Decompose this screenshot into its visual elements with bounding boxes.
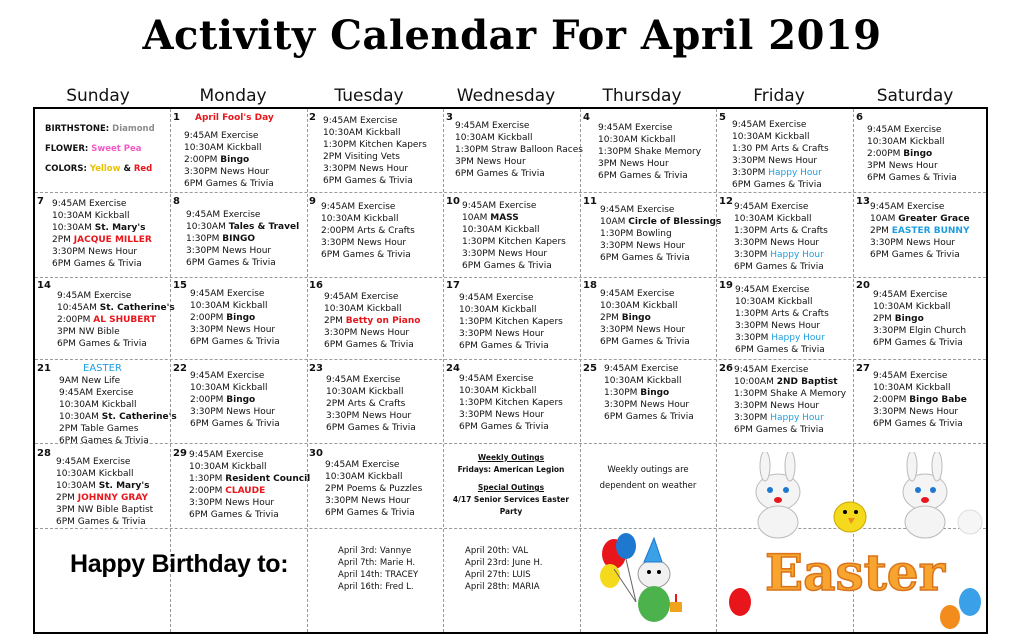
day-header-monday: Monday [199,86,267,106]
event-line: 6PM Games & Trivia [324,340,414,350]
event-line: 3:30PM News Hour [52,247,138,257]
event-line: 9:45AM Exercise [732,120,807,130]
event-line: 10:30AM Kickball [59,400,137,410]
event-line: 3:30PM News Hour [184,167,270,177]
event-line: 9AM New Life [59,376,121,386]
event-bold: Bingo Babe [909,395,967,405]
event-bold: Tales & Travel [228,222,300,232]
event-time: 10:30AM [52,223,95,233]
event-line: 3:30PM News Hour [735,321,821,331]
event-line: 10:30AM Kickball [604,376,682,386]
day-number: 27 [856,363,870,374]
birthstone-label: BIRTHSTONE: [45,124,110,134]
event-line: 9:45AM Exercise [735,285,810,295]
birthday-entry: April 23rd: June H. [465,558,543,568]
birthstone-value: Diamond [112,124,155,134]
event-line: 6PM Games & Trivia [735,345,825,355]
day-number: 8 [173,196,180,207]
day-number: 5 [719,112,726,123]
event-time: 10:30AM [59,412,102,422]
event-time: 10:00AM [734,377,777,387]
event-bold: Resident Council [225,474,311,484]
flower-value: Sweet Pea [91,144,142,154]
event-line: 9:45AM Exercise [455,121,530,131]
event-line: 3:30PM News Hour [323,164,409,174]
event-line: 9:45AM Exercise [462,201,537,211]
event-highlight: CLAUDE [225,486,266,496]
birthday-entry: April 3rd: Vannye [338,546,412,556]
event-line: 9:45AM Exercise [600,205,675,215]
event-line: 6PM Games & Trivia [600,337,690,347]
event-line: 9:45AM Exercise [873,371,948,381]
event-line: 6PM Games & Trivia [184,179,274,189]
event-highlight: JOHNNY GRAY [77,493,148,503]
colors-label: COLORS: [45,164,87,174]
day-number: 19 [719,280,733,291]
event-line: 6PM Games & Trivia [326,423,416,433]
event-time: 2PM [600,313,622,323]
event-line: 10:30AM Kickball [52,211,130,221]
birthday-entry: April 20th: VAL [465,546,529,556]
event-bold: St. Catherine's [99,303,175,313]
event-highlight: AL SHUBERT [93,315,157,325]
special-outings-heading: Special Outings [477,483,545,492]
event-line: 6PM Games & Trivia [186,258,276,268]
event-bold: Bingo [220,155,250,165]
birthday-list-2 [465,545,542,593]
event-bold: St. Catherine's [101,412,177,422]
day-header-wednesday: Wednesday [456,86,556,106]
party-dog-art [596,532,696,632]
day-number: 6 [856,112,863,123]
event-time: 10:30AM [186,222,229,232]
weekly-outings-heading: Weekly Outings [477,453,545,462]
day-number: 30 [309,448,323,459]
day-number: 4 [583,112,590,123]
event-line: 9:45AM Exercise [184,131,259,141]
event-highlight: EASTER BUNNY [891,226,970,236]
event-line: 9:45AM Exercise [324,292,399,302]
event-line: 6PM Games & Trivia [459,341,549,351]
event-line: 10:30AM Kickball [189,462,267,472]
event-highlight: Happy Hour [768,168,822,178]
event-line: 6PM Games & Trivia [56,517,146,527]
event-line: 9:45AM Exercise [867,125,942,135]
event-line: 6PM Games & Trivia [734,262,824,272]
day-number: 10 [446,196,460,207]
event-line: 9:45AM Exercise [873,290,948,300]
day-number: 12 [719,196,733,207]
event-line: 3:30PM News Hour [732,156,818,166]
event-line: 3:30PM News Hour [324,328,410,338]
event-time: 2PM [56,493,78,503]
event-line: 10:30AM Kickball [732,132,810,142]
weather-note [580,462,716,494]
event-line: 6PM Games & Trivia [190,419,280,429]
event-highlight: Happy Hour [770,250,824,260]
event-line: 10:30AM Kickball [867,137,945,147]
day-header-tuesday: Tuesday [334,86,404,106]
event-line: 10:30AM Kickball [459,305,537,315]
event-line: 6PM Games & Trivia [732,180,822,190]
birthday-entry: April 7th: Marie H. [338,558,416,568]
event-line: 3:30PM News Hour [600,241,686,251]
event-line: 3PM NW Bible [57,327,120,337]
event-line: 3:30PM News Hour [190,325,276,335]
day-number: 18 [583,280,597,291]
day-header-friday: Friday [753,86,805,106]
day-number: 9 [309,196,316,207]
easter-bunnies-art [720,452,990,632]
event-bold: Bingo [226,313,256,323]
event-line: 1:30PM Arts & Crafts [735,309,829,319]
event-bold: Bingo [903,149,933,159]
event-line: 2PM Arts & Crafts [326,399,406,409]
event-bold: Bingo [226,395,256,405]
event-line: 6PM Games & Trivia [52,259,142,269]
day-number: 23 [309,363,323,374]
event-line: 9:45AM Exercise [600,289,675,299]
event-line: 6PM Games & Trivia [325,508,415,518]
event-time: 1:30PM [189,474,226,484]
event-line: 1:30PM Kitchen Kapers [459,398,563,408]
weather-note-line1: Weekly outings are [607,465,689,475]
event-line: 6PM Games & Trivia [598,171,688,181]
event-line: 3PM News Hour [455,157,526,167]
day-number: 25 [583,363,597,374]
day-header-saturday: Saturday [876,86,954,106]
event-line: 10:30AM Kickball [326,387,404,397]
event-bold: St. Mary's [98,481,150,491]
event-line: 9:45AM Exercise [56,457,131,467]
day-number: 26 [719,363,733,374]
event-line: 6PM Games & Trivia [604,412,694,422]
flower-label: FLOWER: [45,144,89,154]
day-number: 29 [173,448,187,459]
event-line: 10:30AM Kickball [190,383,268,393]
event-line: 6PM Games & Trivia [321,250,411,260]
event-line: 6PM Games & Trivia [459,422,549,432]
event-line: 9:45AM Exercise [598,123,673,133]
event-line: 1:30PM Bowling [600,229,672,239]
event-line: 9:45AM Exercise [734,202,809,212]
colors-amp: & [123,164,131,174]
month-info [45,123,155,183]
event-line: 10:30AM Kickball [735,297,813,307]
day-number: 13 [856,196,870,207]
event-line: 6PM Games & Trivia [59,436,149,446]
event-line: 2PM Table Games [59,424,139,434]
outings-box [443,452,579,518]
event-line: 10:30AM Kickball [184,143,262,153]
event-highlight: Betty on Piano [345,316,421,326]
happy-birthday-heading: Happy Birthday to: [70,550,289,578]
event-line: 3:30PM Elgin Church [873,326,967,336]
event-line: 1:30PM Kitchen Kapers [323,140,427,150]
event-line: 3:30PM News Hour [604,400,690,410]
event-line: 9:45AM Exercise [52,199,127,209]
event-time: 10:30AM [56,481,99,491]
event-time: 10AM [870,214,899,224]
event-bold: Bingo [640,388,670,398]
event-time: 2:00PM [867,149,904,159]
day-number: 22 [173,363,187,374]
day-number: 17 [446,280,460,291]
day-number: 11 [583,196,597,207]
event-time: 2PM [870,226,892,236]
day-number: 24 [446,363,460,374]
event-line: 1:30PM Shake A Memory [734,389,847,399]
event-line: 10:30AM Kickball [325,472,403,482]
event-line: 9:45AM Exercise [870,202,945,212]
event-line: 9:45AM Exercise [59,388,134,398]
event-bold: MASS [490,213,519,223]
event-line: 3:30PM News Hour [186,246,272,256]
event-line: 2PM Poems & Puzzles [325,484,423,494]
event-line: 6PM Games & Trivia [873,419,963,429]
event-line: 9:45AM Exercise [189,450,264,460]
event-line: 3:30PM News Hour [462,249,548,259]
event-time: 2PM [873,314,895,324]
day-number: 14 [37,280,51,291]
event-time: 10:45AM [57,303,100,313]
event-line: 6PM Games & Trivia [189,510,279,520]
event-line: 10:30AM Kickball [462,225,540,235]
event-line: 1:30 PM Arts & Crafts [732,144,829,154]
event-line: 3:30PM News Hour [326,411,412,421]
day-number: 2 [309,112,316,123]
event-time: 2PM [324,316,346,326]
birthday-list-1 [338,545,418,593]
event-line: 3PM News Hour [598,159,669,169]
event-line: 3:30PM News Hour [459,329,545,339]
event-line: 6PM Games & Trivia [462,261,552,271]
event-line: 3:30PM News Hour [734,401,820,411]
event-time: 2:00PM [190,313,227,323]
event-line: 1:30PM Kitchen Kapers [459,317,563,327]
event-time: 1:30PM [186,234,223,244]
event-line: 9:45AM Exercise [604,364,679,374]
event-line: 3:30PM News Hour [189,498,275,508]
event-line: 10:30AM Kickball [600,301,678,311]
event-line: 10:30AM Kickball [324,304,402,314]
event-line: 3:30PM News Hour [459,410,545,420]
event-line: 6PM Games & Trivia [867,173,957,183]
day-number: 15 [173,280,187,291]
event-line: 1:30PM Kitchen Kapers [462,237,566,247]
event-line: 10:30AM Kickball [190,301,268,311]
event-line: 1:30PM Arts & Crafts [734,226,828,236]
event-line: 10:30AM Kickball [598,135,676,145]
event-line: 2PM Visiting Vets [323,152,400,162]
event-line: 9:45AM Exercise [186,210,261,220]
event-bold: BINGO [222,234,256,244]
event-line: 9:45AM Exercise [325,460,400,470]
event-line: 1:30PM Shake Memory [598,147,702,157]
event-line: 3:30PM News Hour [873,407,959,417]
event-line: 10:30AM Kickball [873,383,951,393]
event-line: 9:45AM Exercise [323,116,398,126]
event-line: 3:30PM News Hour [600,325,686,335]
event-time: 2:00PM [190,395,227,405]
event-time: 2:00PM [184,155,221,165]
event-line: 10:30AM Kickball [455,133,533,143]
event-line: 10:30AM Kickball [734,214,812,224]
event-time: 1:30PM [604,388,641,398]
event-line: 10:30AM Kickball [321,214,399,224]
event-highlight: Happy Hour [771,333,825,343]
event-line: 3:30PM News Hour [870,238,956,248]
birthday-entry: April 28th: MARIA [465,582,540,592]
weather-note-line2: dependent on weather [599,481,697,491]
event-line: 6PM Games & Trivia [873,338,963,348]
event-line: 9:45AM Exercise [459,293,534,303]
event-time: 3:30PM [735,333,772,343]
special-outings-line: 4/17 Senior Services Easter Party [452,495,570,516]
event-line: 6PM Games & Trivia [323,176,413,186]
event-bold: Bingo [621,313,651,323]
day-number: 20 [856,280,870,291]
event-time: 2:00PM [57,315,94,325]
event-highlight: Happy Hour [770,413,824,423]
day-number: 28 [37,448,51,459]
event-line: 9:45AM Exercise [321,202,396,212]
event-line: 9:45AM Exercise [57,291,132,301]
event-time: 10AM [600,217,629,227]
event-time: 2PM [52,235,74,245]
event-time: 3:30PM [732,168,769,178]
event-line: 3PM News Hour [867,161,938,171]
event-line: 9:45AM Exercise [459,374,534,384]
day-number: 16 [309,280,323,291]
day-header-sunday: Sunday [66,86,130,106]
event-time: 3:30PM [734,413,771,423]
event-line: 9:45AM Exercise [190,289,265,299]
event-time: 3:30PM [734,250,771,260]
calendar-title: Activity Calendar For April 2019 [142,12,882,59]
event-line: 6PM Games & Trivia [870,250,960,260]
event-line: 6PM Games & Trivia [734,425,824,435]
event-line: 10:30AM Kickball [459,386,537,396]
event-line: 6PM Games & Trivia [190,337,280,347]
day-header-thursday: Thursday [602,86,682,106]
event-line: 10:30AM Kickball [873,302,951,312]
event-bold: Bingo [894,314,924,324]
holiday-label: EASTER [83,363,122,374]
weekly-outings-line: Fridays: American Legion [457,465,565,474]
easter-lettering: Easter [765,543,945,602]
event-bold: Circle of Blessings [628,217,722,227]
day-number: 1 [173,112,180,123]
event-line: 3:30PM News Hour [321,238,407,248]
event-line: 6PM Games & Trivia [57,339,147,349]
event-highlight: JACQUE MILLER [73,235,152,245]
day-number: 7 [37,196,44,207]
event-line: 6PM Games & Trivia [600,253,690,263]
holiday-label: April Fool's Day [195,113,274,123]
event-bold: 2ND Baptist [776,377,838,387]
event-line: 3:30PM News Hour [190,407,276,417]
event-line: 3:30PM News Hour [325,496,411,506]
event-bold: Greater Grace [898,214,970,224]
birthday-entry: April 16th: Fred L. [338,582,414,592]
event-line: 1:30PM Straw Balloon Races [455,145,583,155]
colors-value-red: Red [133,164,153,174]
event-line: 2:00PM Arts & Crafts [321,226,415,236]
event-bold: St. Mary's [94,223,146,233]
event-line: 10:30AM Kickball [323,128,401,138]
event-line: 3PM NW Bible Baptist [56,505,154,515]
event-time: 2:00PM [873,395,910,405]
event-line: 10:30AM Kickball [56,469,134,479]
event-time: 2:00PM [189,486,226,496]
event-line: 6PM Games & Trivia [455,169,545,179]
birthday-entry: April 14th: TRACEY [338,570,419,580]
colors-value-yellow: Yellow [89,164,121,174]
day-number: 21 [37,363,51,374]
day-number: 3 [446,112,453,123]
event-line: 9:45AM Exercise [734,365,809,375]
event-line: 3:30PM News Hour [734,238,820,248]
event-time: 10AM [462,213,491,223]
birthday-entry: April 27th: LUIS [465,570,531,580]
event-line: 9:45AM Exercise [190,371,265,381]
event-line: 9:45AM Exercise [326,375,401,385]
